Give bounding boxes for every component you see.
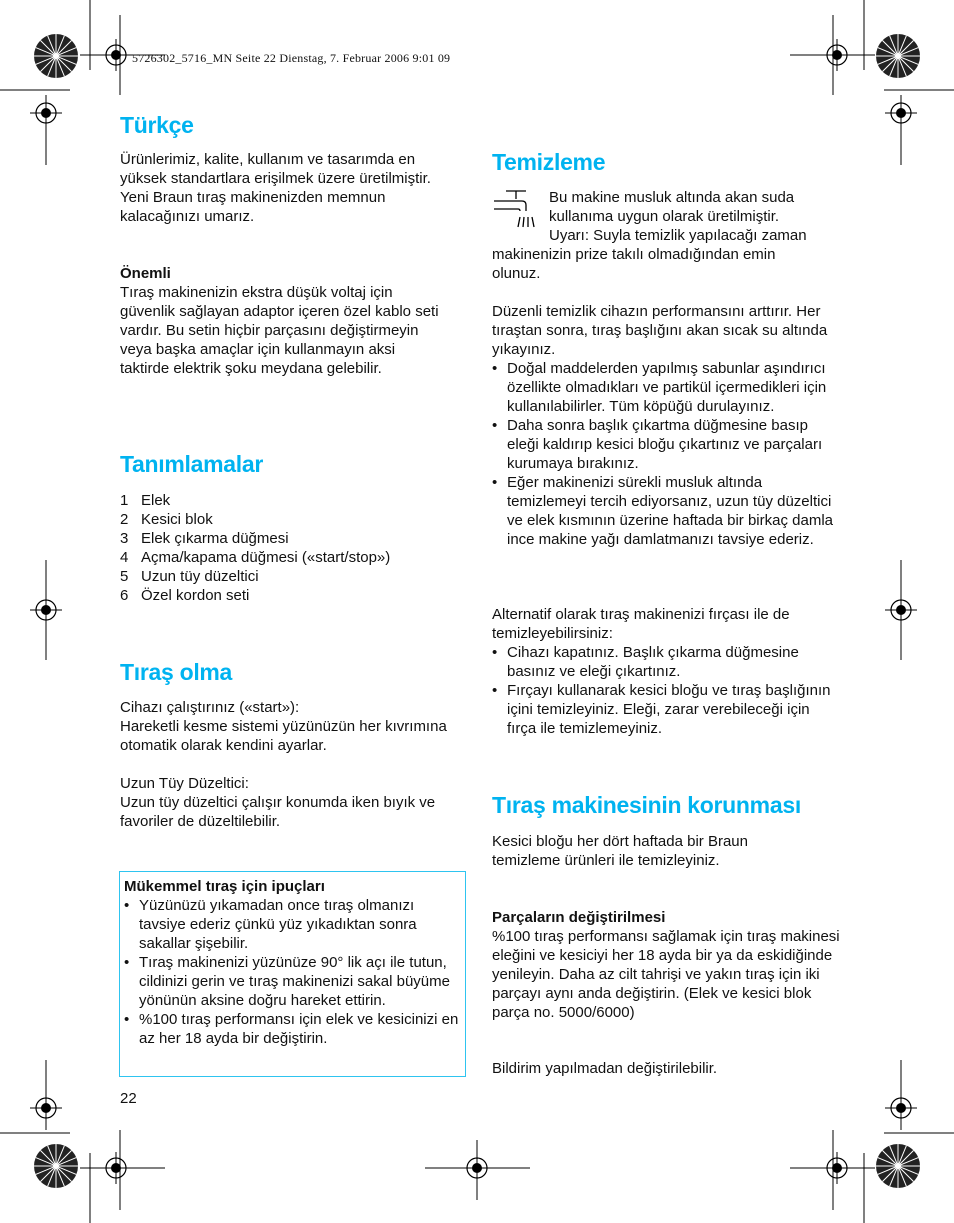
tips-heading: Mükemmel tıraş için ipuçları (124, 878, 325, 895)
faucet-intro: Bu makine musluk altında akan suda kullanıma uygun olarak üretilmiştir. Uyarı: Suyla temizlik yapılacağı zaman (549, 189, 807, 244)
list-item: 1 Elek (120, 492, 171, 509)
list-item: 5 Uzun tüy düzeltici (120, 568, 259, 585)
tips-list (124, 896, 462, 1048)
list-item: • %100 tıraş performansı için elek ve kesicinizi en az her 18 ayda bir değiştirin. (124, 1011, 459, 1047)
print-header: 5726302_5716_MN Seite 22 Dienstag, 7. Februar 2006 9:01 09 (132, 51, 451, 65)
faucet-warning-rest: makinenizin prize takılı olmadığından emin olunuz. (492, 246, 776, 282)
section-title-tiras-olma: Tıraş olma (120, 659, 233, 685)
cleaning-list-2 (492, 643, 837, 738)
cleaning-paragraph: Düzenli temizlik cihazın performansını arttırır. Her tıraştan sonra, tıraş başlığını akan sıcak su altında yıkayınız. (492, 303, 828, 358)
parts-list (120, 491, 450, 605)
list-item: • Daha sonra başlık çıkartma düğmesine basıp eleği kaldırıp kesici bloğu çıkartınız ve parçaları kurumaya bırakınız. (492, 417, 823, 472)
list-item: 3 Elek çıkarma düğmesi (120, 530, 289, 547)
list-item: • Eğer makinenizi sürekli musluk altında temizlemeyi tercih ediyorsanız, uzun tüy düzeltici ve elek kısmının üzerine haftada bir birkaç damla ince makine yağı damlatmanızı tavsiye ederiz. (492, 474, 833, 548)
list-item: • Doğal maddelerden yapılmış sabunlar aşındırıcı özellikte olmadıkları ve partikül içermedikleri için kullanılabilirler. Tüm köpüğü durulayınız. (492, 360, 827, 415)
list-item: • Tıraş makinenizi yüzünüze 90° lik açı ile tutun, cildinizi gerin ve tıraş makinenizi sakal büyüme yönünün aksine doğru hareket ettirin. (124, 954, 450, 1009)
list-item: • Yüzünüzü yıkamadan once tıraş olmanızı tavsiye ederiz çünkü yüz yıkadıktan sonra sakallar şişebilir. (124, 897, 417, 952)
list-item: 2 Kesici blok (120, 511, 213, 528)
list-item: • Fırçayı kullanarak kesici bloğu ve tıraş başlığının içini temizleyiniz. Eleği, zarar verebileceği için fırça ile temizlemeyiniz. (492, 682, 831, 737)
important-heading: Önemli (120, 265, 171, 282)
section-title-tanimlamalar: Tanımlamalar (120, 451, 263, 477)
brush-paragraph: Alternatif olarak tıraş makinenizi fırçası ile de temizleyebilirsiniz: (492, 606, 790, 642)
list-item: • Cihazı kapatınız. Başlık çıkarma düğmesine basınız ve eleği çıkartınız. (492, 644, 799, 680)
important-paragraph: Tıraş makinenizin ekstra düşük voltaj için güvenlik sağlayan adaptor içeren özel kablo seti vardır. Bu setin hiçbir parçasını değiştirmeyin veya başka amaçlar için kullanmayın aksi taktirde elektrik şoku meydana gelebilir. (120, 284, 439, 377)
intro-paragraph: Ürünlerimiz, kalite, kullanım ve tasarımda en yüksek standartlara erişilmek üzere üretilmiştir. Yeni Braun tıraş makinenizden memnun kalacağınızı umarız. (120, 151, 431, 225)
tips-box (119, 871, 466, 1077)
section-title-turkce: Türkçe (120, 112, 194, 138)
faucet-water-icon (492, 189, 540, 231)
list-item: 6 Özel kordon seti (120, 587, 250, 604)
page-number: 22 (120, 1090, 137, 1107)
shaving-paragraph-1: Cihazı çalıştırınız («start»): Hareketli kesme sistemi yüzünüzün her kıvrımına otomatik olarak kendini ayarlar. (120, 699, 447, 754)
list-item: 4 Açma/kapama düğmesi («start/stop») (120, 549, 391, 566)
notice-text: Bildirim yapılmadan değiştirilebilir. (492, 1060, 718, 1077)
parts-replacement-heading: Parçaların değiştirilmesi (492, 909, 666, 926)
section-title-korunmasi: Tıraş makinesinin korunması (492, 792, 801, 818)
parts-replacement-paragraph: %100 tıraş performansı sağlamak için tıraş makinesi eleğini ve kesiciyi her 18 ayda bir ya da eskidiğinde yenileyin. Daha az cilt tahrişi ve yakın tıraş için iki parçayı aynı anda değiştirin. (Elek ve kesici blok parça no. 5000/6000) (492, 928, 840, 1021)
shaving-paragraph-2: Uzun Tüy Düzeltici: Uzun tüy düzeltici çalışır konumda iken bıyık ve favoriler de düzeltilebilir. (120, 775, 436, 830)
section-title-temizleme: Temizleme (492, 149, 606, 175)
cleaning-list-1 (492, 359, 837, 549)
care-paragraph: Kesici bloğu her dört haftada bir Braun temizleme ürünleri ile temizleyiniz. (492, 833, 748, 869)
